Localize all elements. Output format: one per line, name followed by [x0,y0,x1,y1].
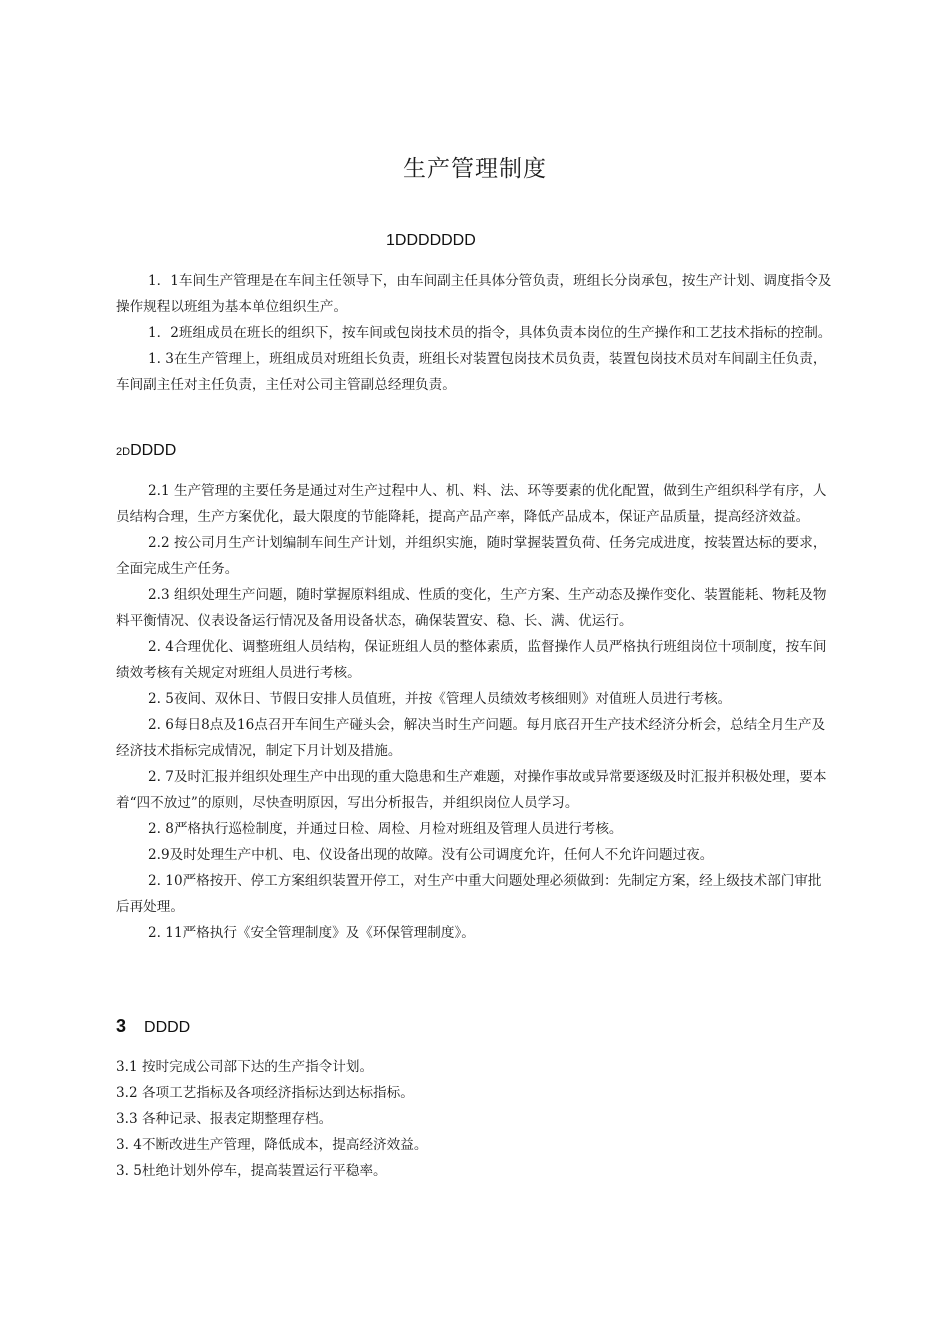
section-3-list [116,1054,834,1184]
paragraph: 2.3 组织处理生产问题，随时掌握原料组成、性质的变化，生产方案、生产动态及操作变化、装置能耗、物耗及物料平衡情况、仪表设备运行情况及备用设备状态，确保装置安、稳、长、满、优运行。 [116,587,827,629]
paragraph: 2.9及时处理生产中机、电、仪设备出现的故障。没有公司调度允许，任何人不允许问题过夜。 [148,847,714,863]
section-1-body [116,268,834,398]
paragraph: 2. 5夜间、双休日、节假日安排人员值班，并按《管理人员绩效考核细则》对值班人员进行考核。 [148,691,732,707]
paragraph: 2. 10严格按开、停工方案组织装置开停工，对生产中重大问题处理必须做到：先制定方案，经上级技术部门审批后再处理。 [116,873,822,915]
section-3-heading-number: 3 [116,1016,127,1036]
paragraph: 2. 7及时汇报并组织处理生产中出现的重大隐患和生产难题，对操作事故或异常要逐级及时汇报并积极处理，要本着“四不放过”的原则，尽快查明原因，写出分析报告，并组织岗位人员学习。 [116,769,827,811]
paragraph: 2. 6每日8点及16点召开车间生产碰头会，解决当时生产问题。每月底召开生产技术经济分析会，总结全月生产及经济技术指标完成情况，制定下月计划及措施。 [116,717,826,759]
document-title: 生产管理制度 [403,156,547,182]
section-2-heading [116,442,176,460]
paragraph: 2.1 生产管理的主要任务是通过对生产过程中人、机、料、法、环等要素的优化配置，做到生产组织科学有序，人员结构合理，生产方案优化，最大限度的节能降耗，提高产品产率，降低产品成本，保证产品质量，提高经济效益。 [116,483,827,525]
section-3-heading [116,1016,190,1037]
paragraph: 2.2 按公司月生产计划编制车间生产计划，并组织实施，随时掌握装置负荷、任务完成进度，按装置达标的要求，全面完成生产任务。 [116,535,827,577]
list-item: 3.3 各种记录、报表定期整理存档。 [116,1111,333,1127]
paragraph: 1. 3在生产管理上，班组成员对班组长负责，班组长对装置包岗技术员负责，装置包岗技术员对车间副主任负责，车间副主任对主任负责，主任对公司主管副总经理负责。 [116,351,827,393]
list-item: 3.1 按时完成公司部下达的生产指令计划。 [116,1059,374,1075]
paragraph: 2. 11严格执行《安全管理制度》及《环保管理制度》。 [148,925,475,941]
section-2-heading-prefix: 2D [116,446,131,458]
section-3-heading-text: DDDD [144,1019,191,1036]
paragraph: 1．2班组成员在班长的组织下，按车间或包岗技术员的指令，具体负责本岗位的生产操作和工艺技术指标的控制。 [148,325,832,341]
paragraph: 2. 4合理优化、调整班组人员结构，保证班组人员的整体素质，监督操作人员严格执行班组岗位十项制度，按车间绩效考核有关规定对班组人员进行考核。 [116,639,827,681]
section-1-heading: 1DDDDDDD [386,232,476,249]
list-item: 3. 5杜绝计划外停车，提高装置运行平稳率。 [116,1163,387,1179]
list-item: 3. 4不断改进生产管理，降低成本，提高经济效益。 [116,1137,428,1153]
list-item: 3.2 各项工艺指标及各项经济指标达到达标指标。 [116,1085,414,1101]
section-2-heading-text: DDDD [130,442,177,459]
paragraph: 1．1车间生产管理是在车间主任领导下，由车间副主任具体分管负责，班组长分岗承包，按生产计划、调度指令及操作规程以班组为基本单位组织生产。 [116,273,832,315]
paragraph: 2. 8严格执行巡检制度，并通过日检、周检、月检对班组及管理人员进行考核。 [148,821,623,837]
section-2-body [116,478,834,946]
